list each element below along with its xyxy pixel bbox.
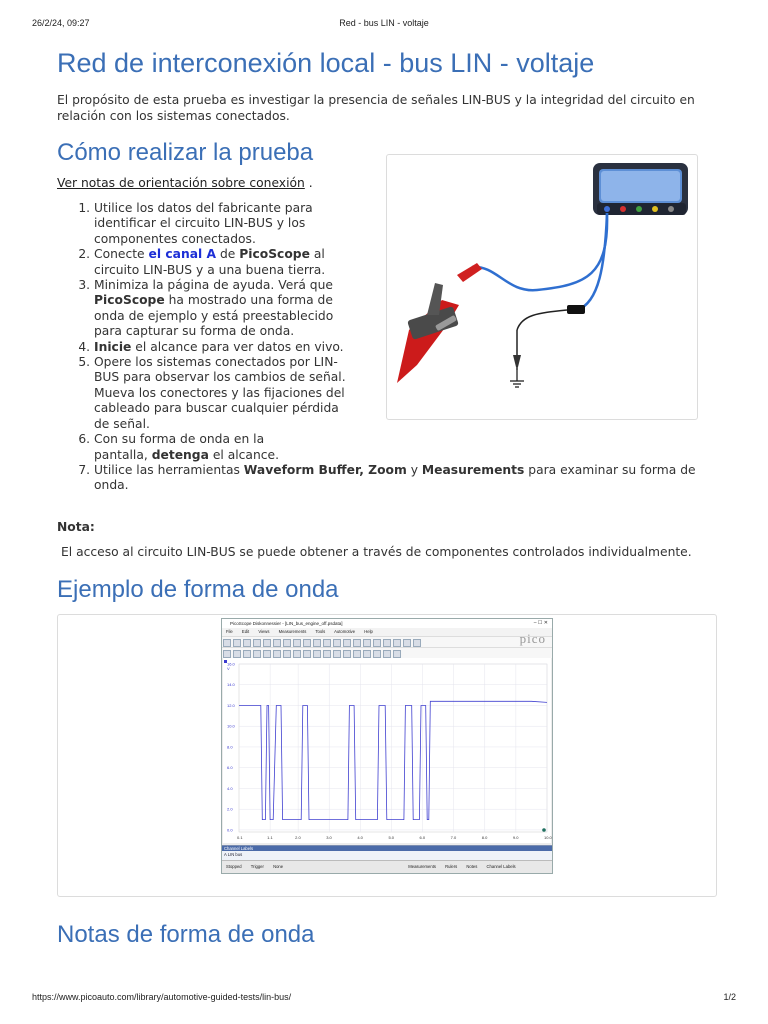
measurements-emphasis: Measurements [421, 462, 525, 477]
step-3 [94, 278, 346, 340]
start-emphasis: Inicie [94, 339, 132, 354]
status-stopped: Stopped [226, 864, 242, 869]
step-5-text: Opere los sistemas conectados por LIN-BUS para observar los cambios de señal. Mueva los conectores y las fijaciones del cableado para buscar cualquier pérdida de señal. [94, 355, 346, 431]
lin-component [397, 283, 459, 383]
ground-clip [510, 330, 524, 387]
y-tick-label: 4.0 [227, 785, 233, 791]
print-date: 26/2/24, 09:27 [32, 18, 90, 28]
pico-menu-edit: Edit [241, 629, 250, 634]
step-7-text: Utilice las herramientas [94, 462, 244, 477]
x-tick-label: 8.0 [481, 835, 488, 840]
note-label: Nota: [57, 520, 95, 534]
picoscope-device [593, 163, 688, 215]
step-2-text: al circuito LIN-BUS y a una buena tierra. [94, 247, 326, 277]
picoscope-screenshot [221, 618, 553, 874]
notes-heading: Notas de forma de onda [57, 921, 315, 948]
step-5 [94, 355, 346, 432]
x-tick-label: 10.0 [544, 835, 552, 840]
step-7-text: para examinar su forma de onda. [94, 462, 696, 493]
pico-channel-labels [222, 845, 552, 860]
step-6-text: el alcance. [208, 447, 279, 462]
print-url: https://www.picoauto.com/library/automotive-guided-tests/lin-bus/ [32, 992, 292, 1002]
page-title: Red de interconexión local - bus LIN - voltaje [57, 48, 595, 78]
red-probe [457, 263, 482, 282]
x-tick-label: 1.1 [267, 835, 273, 840]
step-6-text: Con su forma de onda en la pantalla, [94, 432, 265, 462]
connection-notes-line [57, 176, 313, 190]
channel-a-marker [224, 660, 227, 663]
x-tick-label: 2.0 [295, 835, 301, 840]
stop-emphasis: detenga [151, 447, 209, 462]
pico-channel-toolbar [222, 647, 552, 658]
link-suffix: . [304, 176, 313, 190]
step-3-text: ha mostrado una forma de onda de ejemplo y está preestablecido para capturar su forma de onda. [94, 293, 334, 339]
note-text: El acceso al circuito LIN-BUS se puede obtener a través de componentes controlados individualmente. [61, 545, 692, 559]
x-tick-label: 9.0 [512, 835, 519, 840]
probe-cable [472, 213, 607, 290]
step-4 [94, 340, 346, 355]
pico-menu-tools: Tools [315, 629, 326, 634]
x-tick-label: 6.0 [419, 835, 426, 840]
x-tick-label: 5.0 [388, 835, 395, 840]
pico-menu-views: Views [258, 629, 270, 634]
picoscope-emphasis: PicoScope [94, 293, 165, 308]
intro-paragraph: El propósito de esta prueba es investigar la presencia de señales LIN-BUS y la integridad del circuito en relación con los sistemas conectados. [57, 93, 695, 123]
connection-notes-link[interactable]: Ver notas de orientación sobre conexión [57, 176, 305, 190]
y-tick-label: 2.0 [227, 806, 233, 812]
y-tick-label: 6.0 [227, 765, 233, 771]
example-heading: Ejemplo de forma de onda [57, 576, 339, 603]
channel-label-a: A LIN bus [224, 852, 243, 857]
pico-menu-file: File [226, 629, 233, 634]
step-3-text: Minimiza la página de ayuda. Verá que [94, 278, 333, 293]
pico-window-controls: – ☐ ✕ [533, 620, 548, 626]
y-tick-label: 10.0 [227, 723, 235, 729]
pico-titlebar [222, 619, 552, 628]
step-6 [94, 432, 316, 463]
print-header [32, 18, 736, 32]
how-to-heading: Cómo realizar la prueba [57, 139, 314, 166]
step-7-text: y [406, 462, 422, 477]
step-2 [94, 247, 346, 278]
pico-window-title: PicoScope Diskonnessier - [LIN_bus_engine_off.psdata] [230, 621, 343, 626]
pico-logo: pico [519, 631, 546, 646]
print-page-number: 1/2 [723, 992, 736, 1002]
picoscope-emphasis: PicoScope [239, 247, 310, 262]
channel-labels-header: Channel Labels [222, 846, 552, 851]
connection-diagram-svg [387, 155, 697, 419]
x-start-label: 0.1 [237, 835, 243, 840]
status-notes: Notes [466, 864, 478, 869]
y-tick-label: 0.0 [227, 827, 233, 833]
y-tick-label: 8.0 [227, 744, 233, 750]
cable-connector [567, 305, 585, 314]
status-channel-labels: Channel Labels [486, 864, 516, 869]
x-tick-label: 3.0 [326, 835, 332, 840]
pico-menu-help: Help [364, 629, 373, 634]
pico-menu-automotive: Automotive [334, 629, 356, 634]
print-footer [32, 992, 736, 1006]
step-4-text: el alcance para ver datos en vivo. [131, 339, 344, 354]
scope-view [223, 658, 551, 843]
y-tick-label: 12.0 [227, 702, 235, 708]
x-tick-label: 4.0 [357, 835, 363, 840]
plot-area [239, 664, 547, 832]
step-1-text: Utilice los datos del fabricante para identificar el circuito LIN-BUS y los componentes conectados. [94, 201, 313, 246]
tools-emphasis: Waveform Buffer, Zoom [243, 462, 407, 477]
status-measurements: Measurements [408, 864, 436, 869]
y-tick-label: 14.0 [227, 682, 235, 688]
x-tick-label: 7.0 [450, 835, 457, 840]
y-axis-unit: V [227, 666, 230, 671]
pico-menu-measurements: Measurements [278, 629, 307, 634]
print-title: Red - bus LIN - voltaje [339, 18, 429, 28]
y-tick-label: 16.0 [227, 661, 235, 667]
channel-a-emphasis: el canal A [148, 247, 217, 262]
step-7 [94, 463, 704, 494]
ruler-handle-icon [542, 828, 546, 832]
step-1 [94, 201, 346, 247]
status-trigger-mode: None [273, 864, 284, 869]
probe-cable-branch [577, 213, 607, 310]
status-rulers: Rulers [445, 864, 458, 869]
step-2-text: Conecte [94, 247, 149, 262]
scope-chart [223, 658, 551, 843]
pico-statusbar [222, 860, 552, 873]
connection-diagram-image [386, 154, 698, 420]
step-2-text: de [216, 247, 240, 262]
status-trigger: Trigger [250, 864, 264, 869]
pico-menubar [222, 628, 552, 636]
